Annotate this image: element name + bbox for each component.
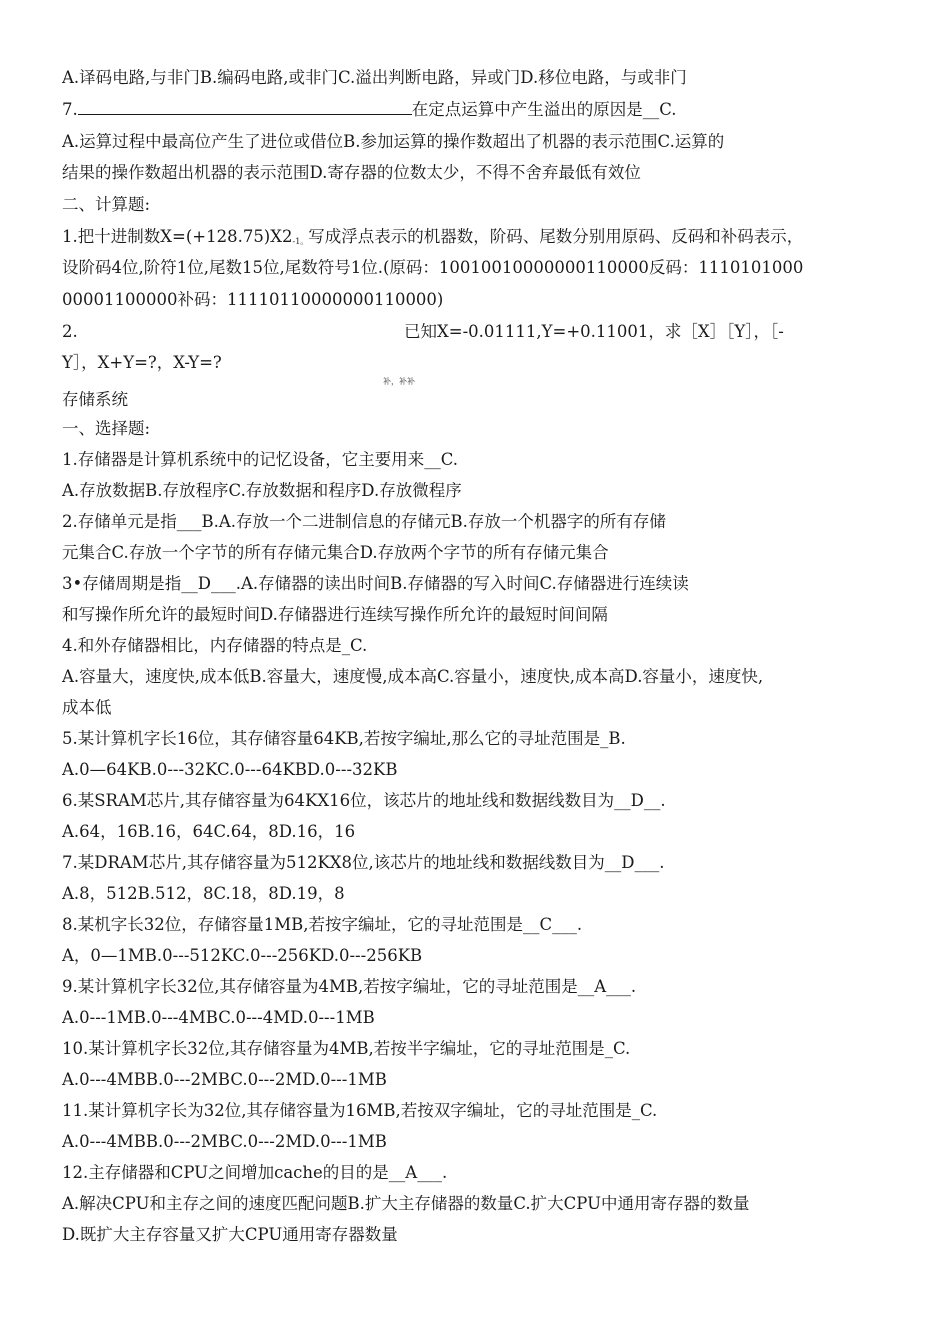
question-text: 写成浮点表示的机器数，阶码、尾数分别用原码、反码和补码表示， [308,227,804,246]
complement-subscript-note: 补，补补 [383,377,415,386]
calc-question-1 [62,226,803,253]
question-text: 在定点运算中产生溢出的原因是__C. [411,100,677,119]
text-line: 1.存储器是计算机系统中的记忆设备，它主要用来__C. [62,450,459,469]
text-line: A.运算过程中最高位产生了进位或借位B.参加运算的操作数超出了机器的表示范围C.运算的 [62,132,725,151]
text-line: 成本低 [62,698,112,717]
text-line: A.0---1MB.0---4MBC.0---4MD.0---1MB [62,1008,375,1027]
text-line: A，0—1MB.0---512KC.0---256KD.0---256KB [62,946,423,965]
text-line: 2.存储单元是指___B.A.存放一个二进制信息的存储元B.存放一个机器字的所有存储 [62,512,666,531]
question-text: 1.把十进制数X=(+128.75)X2 [62,227,293,246]
text-line: 元集合C.存放一个字节的所有存储元集合D.存放两个字节的所有存储元集合 [62,543,609,562]
section-heading: 存储系统 [62,390,128,409]
text-line: 9.某计算机字长32位,其存储容量为4MB,若按字编址，它的寻址范围是__A___. [62,977,637,996]
section-heading: 一、选择题: [62,419,151,438]
text-line: 12.主存储器和CPU之间增加cache的目的是__A___. [62,1163,448,1182]
text-line: A.0---4MBB.0---2MBC.0---2MD.0---1MB [62,1132,387,1151]
text-line: A.0---4MBB.0---2MBC.0---2MD.0---1MB [62,1070,387,1089]
text-line: A.容量大，速度快,成本低B.容量大，速度慢,成本高C.容量小，速度快,成本高D.容量小，速度快, [62,667,764,686]
question-text: 已知X=-0.01111,Y=+0.11001，求［X］［Y］，［- [404,322,784,341]
text-line: 11.某计算机字长为32位,其存储容量为16MB,若按双字编址，它的寻址范围是_C. [62,1101,658,1120]
question-number: 2. [62,322,78,341]
text-line: 8.某机字长32位，存储容量1MB,若按字编址，它的寻址范围是__C___. [62,915,583,934]
question-7-line [62,99,677,121]
text-line: 结果的操作数超出机器的表示范围D.寄存器的位数太少，不得不舍弃最低有效位 [62,163,641,182]
text-line: 4.和外存储器相比，内存储器的特点是_C. [62,636,368,655]
section-heading: 二、计算题: [62,195,151,214]
text-line: 5.某计算机字长16位，其存储容量64KB,若按字编址,那么它的寻址范围是_B. [62,729,626,748]
text-line: 设阶码4位,阶符1位,尾数15位,尾数符号1位.(原码：10010010000000110000反码：1110101000 [62,258,804,277]
answer-blank [78,100,412,115]
text-line: Y］，X+Y=?，X-Y=? [62,353,222,372]
text-line: A.存放数据B.存放程序C.存放数据和程序D.存放微程序 [62,481,462,500]
text-line: 6.某SRAM芯片,其存储容量为64KX16位，该芯片的地址线和数据线数目为__D__. [62,791,666,810]
text-line: A.0—64KB.0---32KC.0---64KBD.0---32KB [62,760,398,779]
text-line: A.8，512B.512，8C.18，8D.19，8 [62,884,345,903]
text-line: A.64，16B.16，64C.64，8D.16，16 [62,822,356,841]
text-line: 3•存储周期是指__D___.A.存储器的读出时间B.存储器的写入时间C.存储器进行连续读 [62,574,689,593]
text-line: D.既扩大主存容量又扩大CPU通用寄存器数量 [62,1225,398,1244]
text-line: 10.某计算机字长32位,其存储容量为4MB,若按半字编址，它的寻址范围是_C. [62,1039,631,1058]
text-line: 00001100000补码：11110110000000110000) [62,290,444,309]
text-line: 7.某DRAM芯片,其存储容量为512KX8位,该芯片的地址线和数据线数目为__D___. [62,853,665,872]
question-number: 7. [62,100,78,119]
text-line: A.解决CPU和主存之间的速度匹配问题B.扩大主存储器的数量C.扩大CPU中通用寄存器的数量 [62,1194,750,1213]
text-line: A.译码电路,与非门B.编码电路,或非门C.溢出判断电路，异或门D.移位电路，与或非门 [62,68,687,87]
exponent-subscript: -1。 [292,237,309,246]
text-line: 和写操作所允许的最短时间D.存储器进行连续写操作所允许的最短时间间隔 [62,605,608,624]
